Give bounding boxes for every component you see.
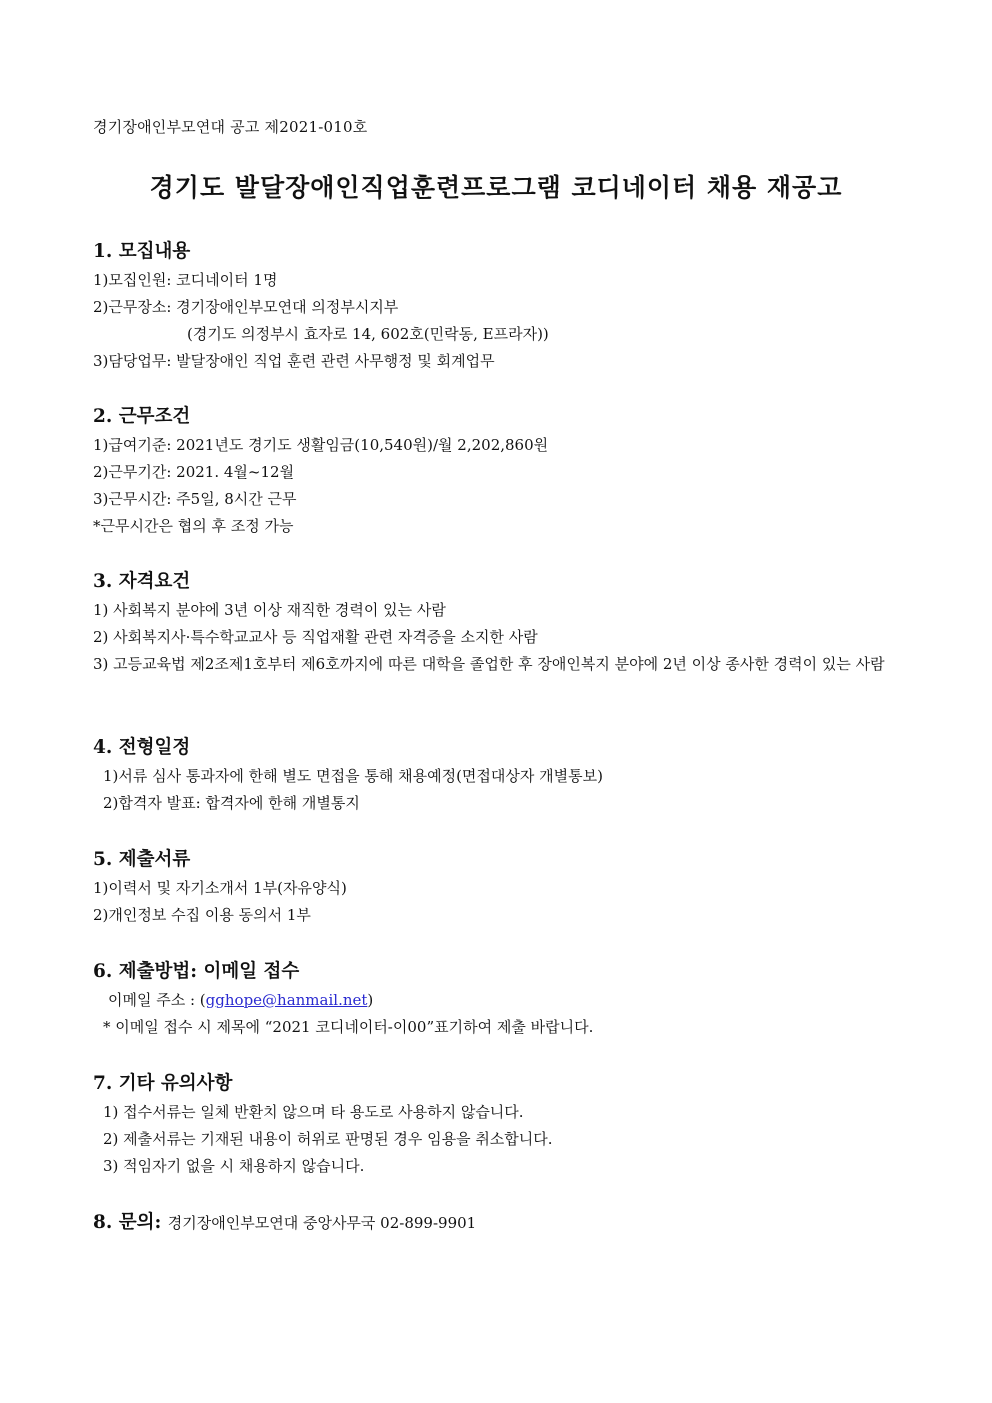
list-item: 2) 사회복지사·특수학교교사 등 직업재활 관련 자격증을 소지한 사람 [93, 628, 538, 646]
email-label: 이메일 주소 : ( [108, 991, 206, 1009]
list-item: 2)개인정보 수집 이용 동의서 1부 [93, 906, 311, 924]
section-heading: 3. 자격요건 [93, 571, 191, 592]
section-notes [93, 1069, 913, 1180]
list-item: 1)서류 심사 통과자에 한해 별도 면접을 통해 채용예정(면접대상자 개별통보) [103, 767, 603, 785]
list-item: 3) 고등교육법 제2조제1호부터 제6호까지에 따른 대학을 졸업한 후 장애인복지 분야에 2년 이상 종사한 경력이 있는 사람 [93, 655, 885, 673]
notice-number: 경기장애인부모연대 공고 제2021-010호 [93, 118, 368, 136]
list-item: 1)모집인원: 코디네이터 1명 [93, 271, 278, 289]
section-heading: 2. 근무조건 [93, 406, 191, 427]
list-item: 1) 사회복지 분야에 3년 이상 재직한 경력이 있는 사람 [93, 601, 446, 619]
section-schedule [93, 733, 913, 817]
section-conditions [93, 402, 913, 540]
list-item: 3)근무시간: 주5일, 8시간 근무 [93, 490, 297, 508]
section-qualifications [93, 567, 913, 678]
email-suffix: ) [367, 991, 374, 1009]
contact-info: 경기장애인부모연대 중앙사무국 02-899-9901 [167, 1214, 477, 1232]
list-item: 2)근무기간: 2021. 4월~12월 [93, 463, 295, 481]
section-heading: 8. 문의: [93, 1212, 162, 1233]
page-title: 경기도 발달장애인직업훈련프로그램 코디네이터 채용 재공고 [149, 173, 843, 202]
list-item: 3) 적임자기 없을 시 채용하지 않습니다. [103, 1157, 365, 1175]
list-item: 1)이력서 및 자기소개서 1부(자유양식) [93, 879, 347, 897]
section-submission [93, 957, 913, 1041]
section-heading: 7. 기타 유의사항 [93, 1073, 233, 1094]
section-recruitment [93, 237, 913, 375]
section-contact [93, 1208, 913, 1238]
section-heading: 1. 모집내용 [93, 241, 191, 262]
section-heading: 4. 전형일정 [93, 737, 191, 758]
section-documents [93, 845, 913, 929]
list-item: 2)합격자 발표: 합격자에 한해 개별통지 [103, 794, 360, 812]
list-item: 1)급여기준: 2021년도 경기도 생활임금(10,540원)/월 2,202,860원 [93, 436, 549, 454]
section-heading: 5. 제출서류 [93, 849, 191, 870]
list-item: 2)근무장소: 경기장애인부모연대 의정부시지부 [93, 298, 399, 316]
section-heading: 6. 제출방법: 이메일 접수 [93, 961, 300, 982]
email-link[interactable]: gghope@hanmail.net [205, 991, 368, 1009]
contact-line [93, 1208, 913, 1238]
email-line [93, 987, 913, 1014]
list-item: 3)담당업무: 발달장애인 직업 훈련 관련 사무행정 및 회계업무 [93, 352, 495, 370]
list-item: 1) 접수서류는 일체 반환치 않으며 타 용도로 사용하지 않습니다. [103, 1103, 524, 1121]
list-item: (경기도 의정부시 효자로 14, 602호(민락동, E프라자)) [187, 325, 549, 343]
list-item: 2) 제출서류는 기재된 내용이 허위로 판명된 경우 임용을 취소합니다. [103, 1130, 553, 1148]
list-item: *근무시간은 협의 후 조정 가능 [93, 517, 294, 535]
submission-note: * 이메일 접수 시 제목에 “2021 코디네이터-이00”표기하여 제출 바랍니다. [103, 1018, 594, 1036]
